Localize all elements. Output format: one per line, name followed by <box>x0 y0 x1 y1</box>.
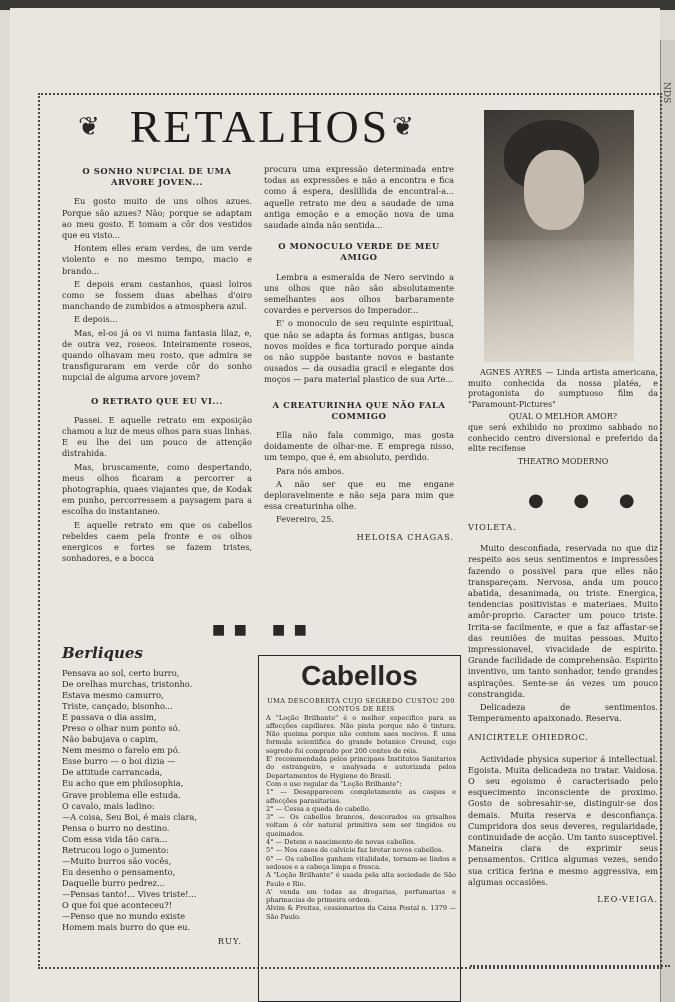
poem-signature: RUY. <box>217 936 242 947</box>
poem-line: Retrucou logo o jumento: <box>62 844 169 855</box>
paragraph: E depois... <box>74 314 118 325</box>
dot-ornament-icon: ● ● ● <box>528 490 647 511</box>
section-title-anicirtele: ANICIRTELE OHIEDROC. <box>468 732 589 743</box>
poem-line: Estava mesmo camurro, <box>62 690 164 701</box>
column-2 <box>264 164 454 543</box>
adjacent-page-text: NDS <box>661 82 671 104</box>
ad-body <box>266 697 456 921</box>
paragraph: Eu gosto muito de uns olhos azues. Porque são azues? Não; porque se adaptam ao meu gosto. E tomam a côr dos vestidos que eu visto... <box>62 196 252 241</box>
paragraph: Lembra a esmeralda de Nero servindo a uns olhos que não são absolutamente semelhantes aos olhos barbaramente covardes e perversos do Imperador... <box>264 271 454 316</box>
ad-paragraph: 5° — Nos casos de calvicie faz brotar novos cabellos. <box>266 846 444 855</box>
paragraph: E aquelle retrato em que os cabellos rebeldes caem pela fronte e os olhos energicos e fortes se fazem tristes, sonhadores, e a bocca <box>62 519 252 564</box>
section-title-sonho: O SONHO NUPCIAL DE UMA ARVORE JOVEN... <box>82 166 232 188</box>
poem-line: Triste, cançado, bisonho... <box>62 701 173 712</box>
signature-heloisa: HELOISA CHAGAS. <box>356 531 454 542</box>
signature-leo-veiga: LEO-VEIGA. <box>597 894 658 905</box>
poem-line: Eu acho que em philosophia, <box>62 778 184 789</box>
section-title-violeta: VIOLETA. <box>468 522 517 532</box>
caption-tail: que será exhibido no proximo sabbado no conhecido centro diversional e preferido da elite recifense <box>468 422 658 454</box>
paragraph: A não ser que eu me engane deploravelmente e não seja para mim que essa creaturinha olhe. <box>264 478 454 512</box>
poem-line: Não babujava o capim, <box>62 734 159 745</box>
paragraph: Actividade physica superior á intellectual. Egoista. Muita delicadeza no tratar. Vaidosa. O seu egoismo é caracterisado pelo esquecimento inconsciente de proximo. Gosto de sobresahir-se, distinguir-se dos demais. Muita reserva e desconfiança. Cumpridora dos seus deveres, regularidade, continuidade de acção. Um tanto susceptivel. Maneira clara de exprimir seus pensamentos. Critica algumas vezes, sendo sua critica ferina e mesmo aggressiva, em algumas occasiões. <box>468 753 658 887</box>
bottom-dotted-rule <box>470 965 670 967</box>
adjacent-page-edge <box>660 40 675 1002</box>
ad-paragraph: Alvim & Freitas, cessionarios da Caixa Postal n. 1379 — São Paulo. <box>266 904 456 921</box>
section-title-retrato: O RETRATO QUE EU VI... <box>90 395 224 406</box>
ad-paragraph: Com o uso regular da "Loção Brilhante": <box>266 779 402 788</box>
poem-title: Berliques <box>62 644 143 662</box>
left-ornament-icon: ❦ <box>78 112 100 142</box>
poem-line: Pensa o burro no destino. <box>62 822 170 833</box>
poem-line: Homem mais burro do que eu. <box>62 922 191 933</box>
section-title-creaturinha: A CREATURINHA QUE NÃO FALA COMMIGO <box>272 399 446 421</box>
poem-line: Grave problema elle estuda. <box>62 789 181 800</box>
poem-line: —Muito burros são vocês, <box>62 855 172 866</box>
ad-title: Cabellos <box>301 660 418 691</box>
paragraph: Hontem elles eram verdes, de um verde violento e no mesmo tempo, macio e brando... <box>62 243 252 276</box>
poem-line: Eu desenho o pensamento, <box>62 866 176 877</box>
paragraph: procura uma expressão determinada entre todas as expressões e não a encontra e fica como á espera, deslillida de encontral-a... aquelle retrato me deu a saudade de uma antiga emoção e a emoção nova de uma saudade ainda não sentida... <box>264 164 454 231</box>
right-ornament-icon: ❦ <box>392 112 414 142</box>
ad-paragraph: A' venda em todas as drogarias, perfumarias e pharmacias de primeira ordem. <box>266 887 456 905</box>
paragraph: Mas, bruscamente, como despertando, meus olhos ficaram a percorrer a photographia, quaes viajantes que, de Kodak em punho, percorressem a paysagem para a escolha do instantaneo. <box>62 461 252 517</box>
ad-paragraph: 2° — Cessa a queda do cabello. <box>266 804 371 813</box>
paragraph: Ella não fala commigo, mas gosta doidamente de olhar-me. E emprega nisso, um tempo, que é, em absoluto, perdido. <box>264 430 454 463</box>
poem-line: Preso o olhar num ponto só. <box>62 723 181 734</box>
caption-venue: THEATRO MODERNO <box>517 456 609 466</box>
poem-line: —A coisa, Seu Boi, é mais clara, <box>62 811 198 822</box>
poem-body <box>62 668 242 947</box>
poem-line: Nem mesmo o farelo em pó. <box>62 745 181 756</box>
section-title-monoculo: O MONOCULO VERDE DE MEU AMIGO <box>278 241 440 263</box>
poem-line: —Pensas tanto!... Vives triste!... <box>62 888 197 899</box>
poem-line: Pensava ao sol, certo burro, <box>62 668 180 678</box>
poem-line: E passava o dia assim, <box>62 712 157 723</box>
ad-paragraph: 4° — Detem o nascimento de novas cabellos. <box>266 838 416 847</box>
ad-paragraph: E' recommendada pelos principaes Institutos Sanitarios do estrangeiro, e analysada e autorizada pelos Departamentos de Hygiene do Brasil. <box>266 755 456 780</box>
column-1 <box>62 160 252 567</box>
poem-line: De attitude carrancada, <box>62 767 163 778</box>
paragraph: Passei. E aquelle retrato em exposição chamou a luz de meus olhos para suas linhas. E eu lhe dei um pouco de attenção distrahida. <box>62 414 252 459</box>
ad-paragraph: A "Loção Brilhante" é o melhor especifico para as affecções capillares. Não pinta porque não é tintura. Não queima porque não contem saes nocivos. É uma formula scientifica do grande botanico Creund, cujo segredo foi comprado por 200 contos de réis. <box>266 713 456 755</box>
ad-paragraph: 1° — Desapparecem completamente as caspas e affecções parasitarias. <box>266 788 456 805</box>
caption-film-title: QUAL O MELHOR AMOR? <box>508 412 618 422</box>
photo-caption <box>468 368 658 467</box>
page-title: RETALHOS <box>129 101 391 152</box>
poem-line: De orelhas murchas, tristonho. <box>62 679 193 690</box>
paragraph: Mas, el-os já os vi numa fantasia lilaz, e, de outra vez, roseos. Inteiramente roseos, quando olhavam meu rosto, que admira se transfiguraram em verde côr do sonho nupcial de alguma arvore jovem? <box>62 327 252 383</box>
poem-line: O que foi que aconteceu?! <box>62 899 173 910</box>
poem-line: Esse burro — o boi dizia — <box>62 756 176 767</box>
ad-paragraph: 6° — Os cabellos ganham vitalidade, tornam-se lindos e sedosos e a cabeça limpa e fresca. <box>266 854 456 871</box>
square-ornament-icon: ■ ■ <box>272 622 309 638</box>
caption-text: AGNES AYRES — Linda artista americana, muito conhecida da nossa platéa, e protagonista do sumptuoso film da "Paramount-Pictures" <box>468 368 658 409</box>
paragraph: Delicadeza de sentimentos. Temperamento apaixonado. Reserva. <box>468 702 658 724</box>
ad-paragraph: A "Loção Brilhante" é usada pela alta sociedade de São Paulo e Rio. <box>266 871 456 888</box>
paragraph: Fevereiro, 25. <box>276 514 334 525</box>
square-ornament-icon: ■ ■ <box>212 622 249 638</box>
paragraph: Muito desconfiada, reservada no que diz respeito aos seus sentimentos e impressões fazendo o possivel para que elles não transpareçam. Nervosa, anda um pouco abatida, desanimada, ou triste. Energica, tendencias positivistas e materiaes. Muito amôr-proprio. Caracter um pouco triste. Irrita-se facilmente, e que a faz affastar-se das reuniões de muitas pessoas. Muito impressionavel, vivacidade de espirito. Grande facilidade de comprehensão. Espirito inventivo, um tanto sonhador, tendo grandes aspirações. Sente-se ás vezes um pouco constrangida. <box>468 543 658 699</box>
ad-paragraph: 3° — Os cabellos brancos, descorados ou grisalhos voltam á côr natural primitiva sem ser tingidos ou queimados. <box>266 813 456 838</box>
poem-line: Daquelle burro pedrez... <box>62 877 165 888</box>
poem-line: O cavalo, mais ladino: <box>62 800 155 811</box>
poem-line: Com essa vida tão cara... <box>62 833 168 844</box>
paragraph: E' o monoculo de seu requinte espiritual, que não se adapta ás formas antigas, busca novos moldes e fica torturado porque ainda os não suppõe bastante novos e bastante ousados — da ousadia gracil e elegante dos moços — para material plastico de sua Arte... <box>264 318 454 385</box>
poem-line: —Penso que no mundo existe <box>62 911 186 922</box>
paragraph: Para nós ambos. <box>276 465 345 476</box>
ad-headline: UMA DESCOBERTA CUJO SEGREDO CUSTOU 200 CONTOS DE RÉIS <box>267 697 455 714</box>
column-3 <box>468 522 658 905</box>
portrait-photo <box>484 110 634 362</box>
paragraph: E depois eram castanhos, quasi loiros como se fossem duas abelhas d'oiro manchando de zumbidos a atmosphera azul. <box>62 278 252 312</box>
